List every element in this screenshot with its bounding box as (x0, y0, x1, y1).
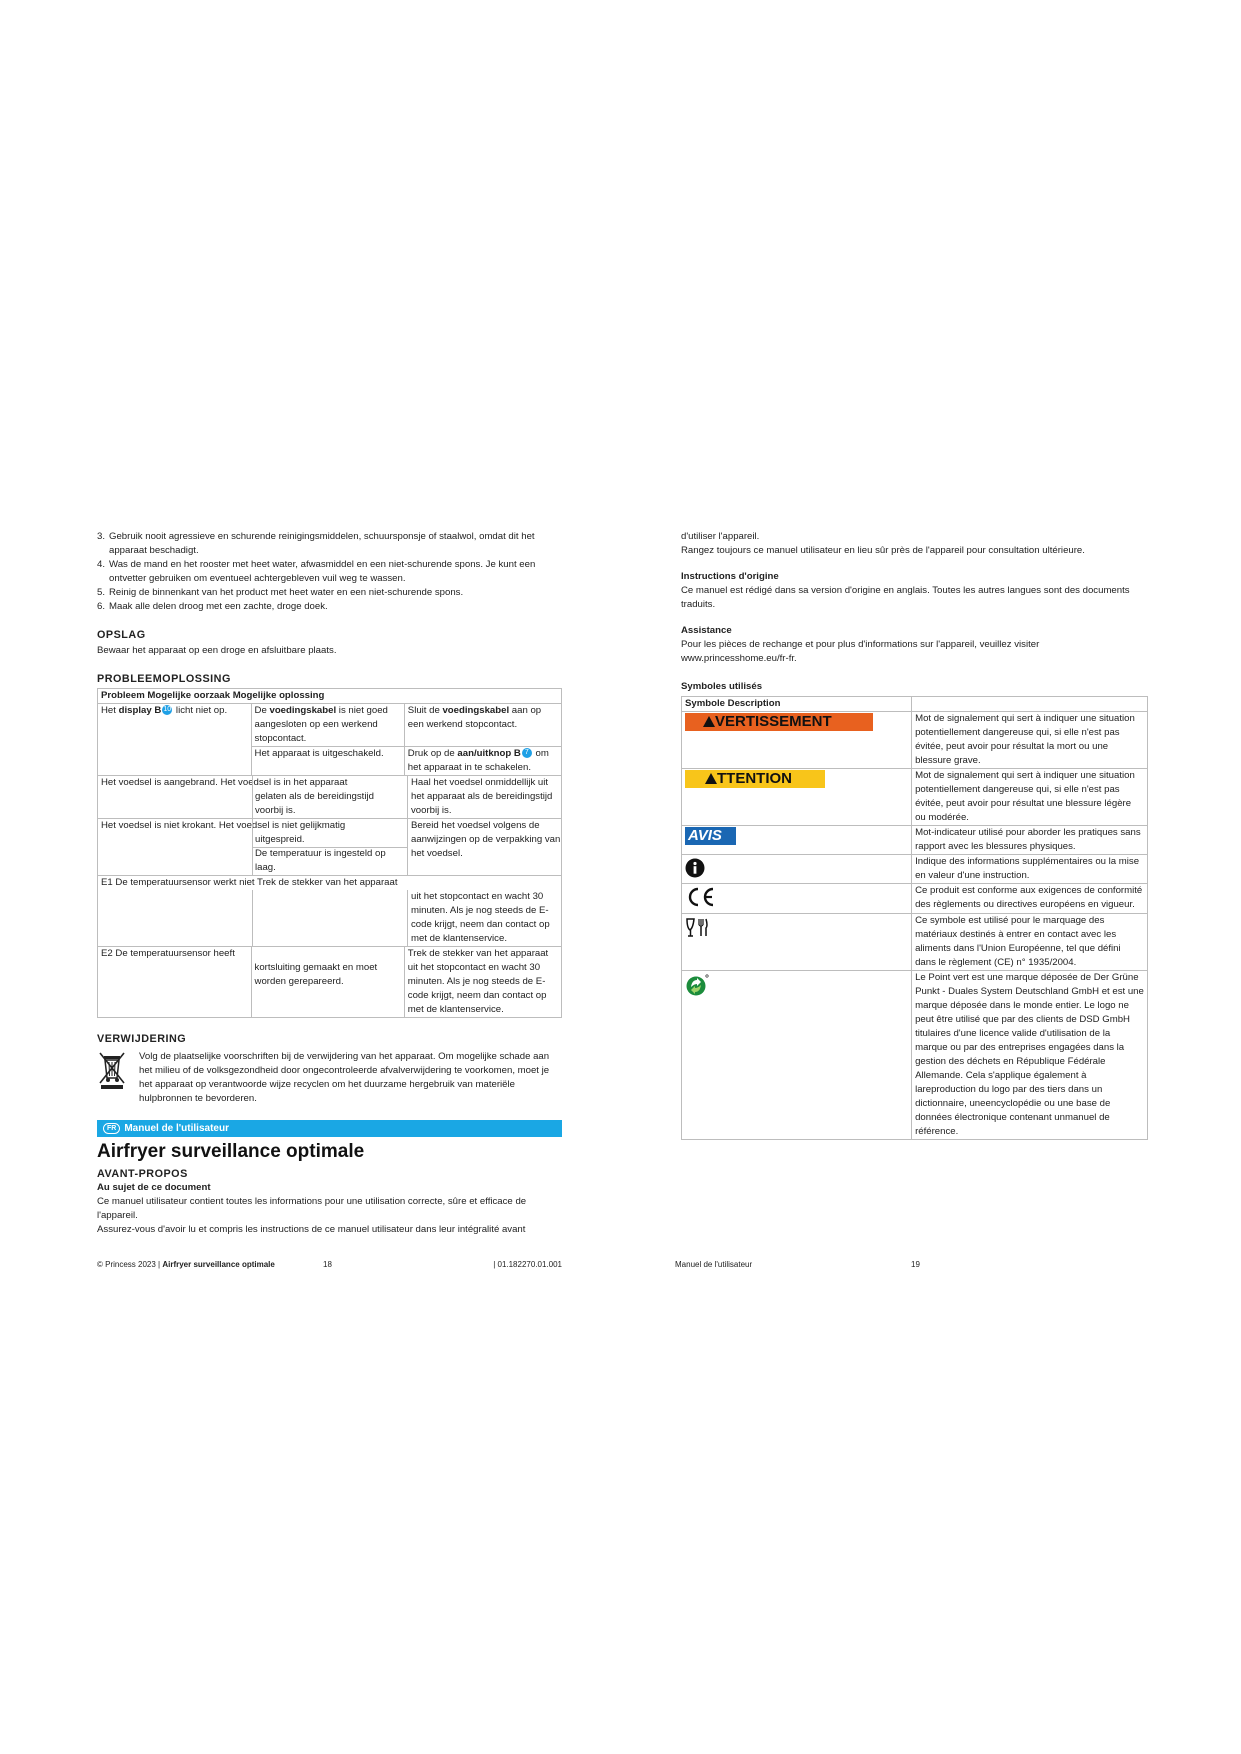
crossed-bin-icon (97, 1050, 129, 1106)
table-cell: kortsluiting gemaakt en moet worden gerepareerd. (251, 947, 404, 1018)
table-cell: Het apparaat is uitgeschakeld. (251, 747, 404, 776)
display-badge-icon: 10 (163, 706, 172, 714)
table-cell: Indique des informations supplémentaires ou la mise en valeur d'une instruction. (912, 855, 1148, 884)
table-row (682, 971, 1148, 1140)
table-cell (682, 914, 912, 971)
table-cell: Le Point vert est une marque déposée de Der Grüne Punkt - Duales System Deutschland GmbH et est une marque déposée dans le monde entier. Le logo ne peut être utilisé que par des clients de DSD GmbH titulaires d'une licence valide d'utilisation de la marque ou par des entreprises engagées dans la gestion des déchets en République Fédérale Allemande. Cela s'applique également à lareproduction du logo par des tiers dans un dictionnaire, uneencyclopédie ou une base de données électronique contenant unmanuel de référence. (912, 971, 1148, 1140)
table-cell: Het display B 10 licht niet op. (98, 704, 252, 776)
table-cell: Ce symbole est utilisé pour le marquage des matériaux destinés à entrer en contact avec les aliments dans l'Union Européenne, tel que défini dans le règlement (CE) n° 1935/2004. (912, 914, 1148, 971)
table-cell: Mot de signalement qui sert à indiquer une situation potentiellement dangereuse qui, si elle n'est pas évitée, peut avoir pour résultat la mort ou une blessure grave. (912, 712, 1148, 769)
info-icon (685, 870, 705, 881)
warning-triangle-icon (705, 773, 717, 784)
right-footer: Manuel de l'utilisateur 19 (675, 1260, 920, 1269)
page-title: Airfryer surveillance optimale (97, 1141, 365, 1162)
about-text: Ce manuel utilisateur contient toutes les informations pour une utilisation correcte, sûre et efficace de l'appareil. (97, 1196, 527, 1221)
food-contact-icon (685, 930, 709, 941)
intro-text: d'utiliser l'appareil. (681, 531, 760, 542)
table-cell (912, 697, 1148, 712)
table-cell: Druk op de aan/uitknop B 7 om het apparaat in te schakelen. (404, 747, 561, 776)
table-row (682, 826, 1148, 855)
section-title-opslag: OPSLAG (97, 629, 146, 641)
attention-signal-label: TTENTION (685, 770, 825, 788)
table-header: Symbole Description (682, 697, 912, 712)
language-pill: FR (103, 1123, 120, 1134)
warning-signal-label: VERTISSEMENT (685, 713, 873, 731)
list-item: 6. Maak alle delen droog met een zachte, droge doek. (97, 601, 328, 612)
section-title-avant-propos: AVANT-PROPOS (97, 1168, 188, 1180)
table-cell (682, 884, 912, 914)
about-text-continued: Assurez-vous d'avoir lu et compris les instructions de ce manuel utilisateur dans leur intégralité avant (97, 1224, 526, 1235)
table-cell: Trek de stekker van het apparaat uit het stopcontact en wacht 30 minuten. Als je nog steeds de E-code krijgt, neem dan contact op met de klantenservice. (404, 947, 561, 1018)
table-cell: Het voedsel is niet krokant. Het voedsel is niet gelijkmatig uitgespreid. De temperatuur is ingesteld op laag. Bereid het voedsel volgens de aanwijzingen op de verpakking van het voedsel. (98, 819, 562, 876)
table-row (98, 876, 562, 947)
subsection-title-assistance: Assistance (681, 625, 732, 636)
table-cell: E2 De temperatuursensor heeft (98, 947, 252, 1018)
table-cell (682, 855, 912, 884)
table-row (98, 947, 562, 1018)
list-item: 4. Was de mand en het rooster met heet water, afwasmiddel en een niet-schurende spons. Je kunt een ontvetter gebruiken om eventueel achtergebleven vuil weg te wassen. (97, 559, 536, 584)
left-footer: © Princess 2023 | Airfryer surveillance optimale 18 | 01.182270.01.001 (97, 1260, 562, 1269)
table-row (682, 884, 1148, 914)
cleaning-steps (97, 530, 562, 614)
table-row (98, 819, 562, 876)
right-page (681, 530, 1148, 1140)
table-cell (682, 712, 912, 769)
subsection-title: Au sujet de ce document (97, 1182, 211, 1193)
table-cell: Mot de signalement qui sert à indiquer une situation potentiellement dangereuse qui, si elle n'est pas évitée, peut avoir pour résultat une blessure légère ou modérée. (912, 769, 1148, 826)
section-title-verwijdering: VERWIJDERING (97, 1033, 187, 1045)
left-page (97, 530, 562, 1237)
table-cell: Mot-indicateur utilisé pour aborder les pratiques sans rapport avec les blessures physiques. (912, 826, 1148, 855)
origine-text: Ce manuel est rédigé dans sa version d'origine en anglais. Toutes les autres langues sont des documents traduits. (681, 585, 1130, 610)
disposal-block (97, 1050, 562, 1106)
table-cell: Het voedsel is aangebrand. Het voedsel is in het apparaat gelaten als de bereidingstijd voorbij is. Haal het voedsel onmiddellijk uit het apparaat als de bereidingstijd voorbij is. (98, 776, 562, 819)
table-header-row (98, 689, 562, 704)
table-cell: Sluit de voedingskabel aan op een werkend stopcontact. (404, 704, 561, 747)
subsection-title-symboles: Symboles utilisés (681, 681, 763, 692)
table-cell: De voedingskabel is niet goed aangesloten op een werkend stopcontact. (251, 704, 404, 747)
green-dot-icon (685, 989, 709, 1000)
table-row (682, 712, 1148, 769)
warning-triangle-icon (703, 716, 715, 727)
table-row (98, 704, 562, 747)
table-row (682, 769, 1148, 826)
table-cell (682, 769, 912, 826)
opslag-text: Bewaar het apparaat op een droge en afsluitbare plaats. (97, 645, 337, 656)
power-button-badge-icon: 7 (522, 748, 532, 758)
troubleshooting-table (97, 688, 562, 1018)
list-item: 5. Reinig de binnenkant van het product met heet water en een niet-schurende spons. (97, 587, 464, 598)
section-title-probleemoplossing: PROBLEEMOPLOSSING (97, 673, 231, 685)
language-bar-fr: FR Manuel de l'utilisateur (97, 1120, 562, 1137)
ce-mark-icon (685, 900, 717, 911)
disposal-text: Volg de plaatselijke voorschriften bij de verwijdering van het apparaat. Om mogelijke schade aan het milieu of de volksgezondheid door ongecontroleerde afvalverwijdering te voorkomen, moet je het apparaat op verantwoorde wijze recyclen om het duurzame hergebruik van materiële hulpbronnen te bevorderen. (139, 1051, 550, 1104)
assistance-text: Pour les pièces de rechange et pour plus d'informations sur l'appareil, veuillez visiter www.princesshome.eu/fr-fr. (681, 639, 1040, 664)
avis-signal-label: AVIS (685, 827, 736, 845)
table-header: Probleem Mogelijke oorzaak Mogelijke oplossing (98, 689, 562, 704)
subsection-title-origine: Instructions d'origine (681, 571, 779, 582)
list-item: 3. Gebruik nooit agressieve en schurende reinigingsmiddelen, schuursponsje of staalwol, omdat dit het apparaat beschadigt. (97, 531, 535, 556)
table-row (682, 855, 1148, 884)
table-row (682, 914, 1148, 971)
intro-text: Rangez toujours ce manuel utilisateur en lieu sûr près de l'appareil pour consultation ultérieure. (681, 545, 1085, 556)
table-cell: E1 De temperatuursensor werkt niet Trek de stekker van het apparaat uit het stopcontact en wacht 30 minuten. Als je nog steeds de E-code krijgt, neem dan contact op met de klantenservice. (98, 876, 562, 947)
table-cell (682, 826, 912, 855)
table-row (98, 776, 562, 819)
table-header-row (682, 697, 1148, 712)
symbols-table (681, 696, 1148, 1140)
table-cell: Ce produit est conforme aux exigences de conformité des règlements ou directives européens en vigueur. (912, 884, 1148, 914)
table-cell (682, 971, 912, 1140)
